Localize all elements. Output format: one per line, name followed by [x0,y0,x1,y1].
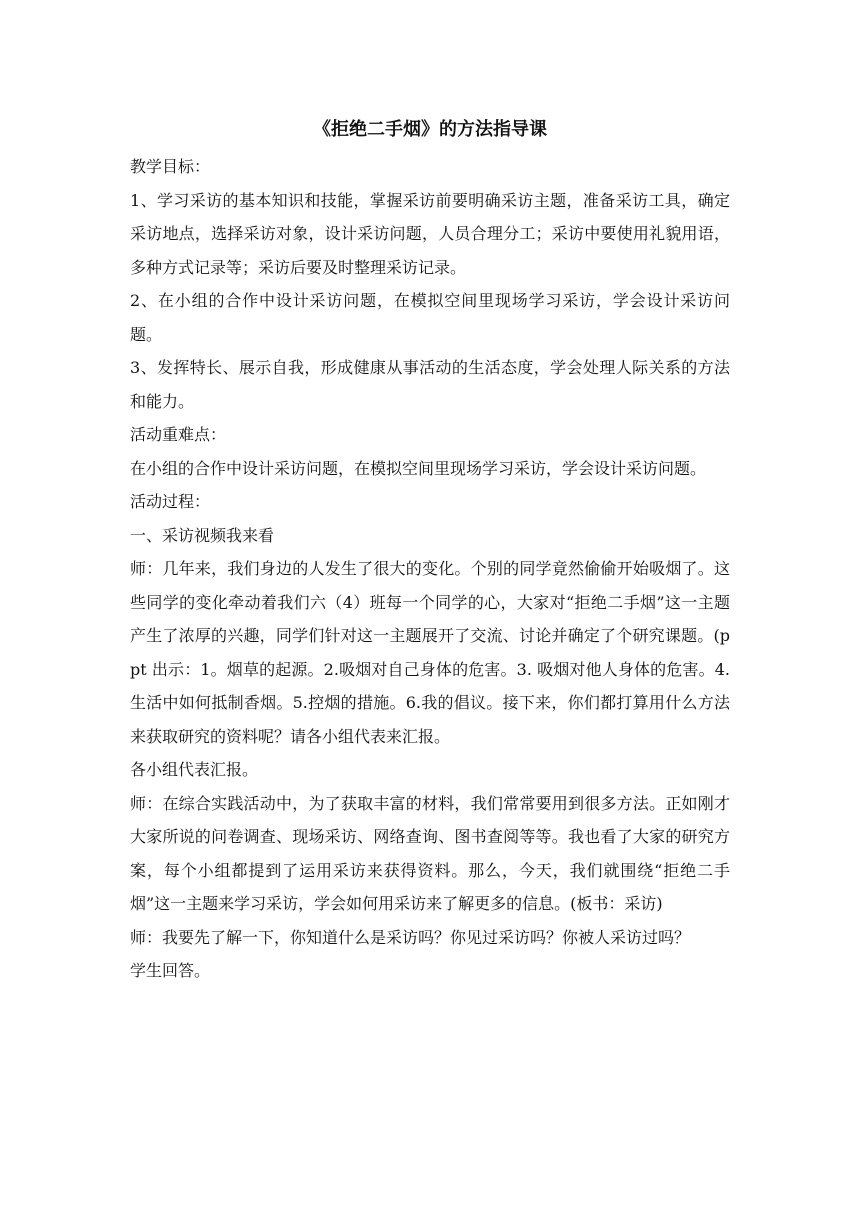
document-title: 《拒绝二手烟》的方法指导课 [313,119,547,140]
objective-1: 1、学习采访的基本知识和技能，掌握采访前要明确采访主题，准备采访工具，确定采访地点，选择采访对象，设计采访问题，人员合理分工；采访中要使用礼貌用语，多种方式记录等；采访后要及时整理采访记录。 [130,190,730,277]
section-heading-process: 活动过程： [130,492,211,511]
teacher-paragraph-3: 师：我要先了解一下，你知道什么是采访吗？你见过采访吗？你被人采访过吗？ [130,927,691,947]
objective-3: 3、发挥特长、展示自我，形成健康从事活动的生活态度，学会处理人际关系的方法和能力。 [130,358,730,411]
group-report-line: 各小组代表汇报。 [130,760,259,779]
document-page [130,112,730,988]
teacher-paragraph-1: 师：几年来，我们身边的人发生了很大的变化。个别的同学竟然偷偷开始吸烟了。这些同学的变化牵动着我们六（4）班每一个同学的心，大家对“拒绝二手烟”这一主题产生了浓厚的兴趣，同学们针对这一主题展开了交流、讨论并确定了个研究课题。(ppt 出示：1。烟草的起源。2.吸烟对自己身体的危害。3. 吸烟对他人身体的危害。4.生活中如何抵制香烟。5.控烟的措施。6.我的倡议。接下来，你们都打算用什么方法来获取研究的资料呢？请各小组代表来汇报。 [130,559,730,746]
teacher-paragraph-2: 师：在综合实践活动中，为了获取丰富的材料，我们常常要用到很多方法。正如刚才大家所说的问卷调查、现场采访、网络查询、图书查阅等等。我也看了大家的研究方案，每个小组都提到了运用采访来获得资料。那么，今天，我们就围绕“拒绝二手烟”这一主题来学习采访，学会如何用采访来了解更多的信息。(板书：采访) [130,793,730,913]
objective-2: 2、在小组的合作中设计采访问题，在模拟空间里现场学习采访，学会设计采访问题。 [130,291,730,344]
step-1-heading: 一、采访视频我来看 [130,525,275,545]
student-answer-line: 学生回答。 [130,961,211,980]
key-points-text: 在小组的合作中设计采访问题，在模拟空间里现场学习采访，学会设计采访问题。 [130,458,707,478]
section-heading-objectives: 教学目标： [130,157,211,176]
section-heading-key-points: 活动重难点： [130,425,227,444]
